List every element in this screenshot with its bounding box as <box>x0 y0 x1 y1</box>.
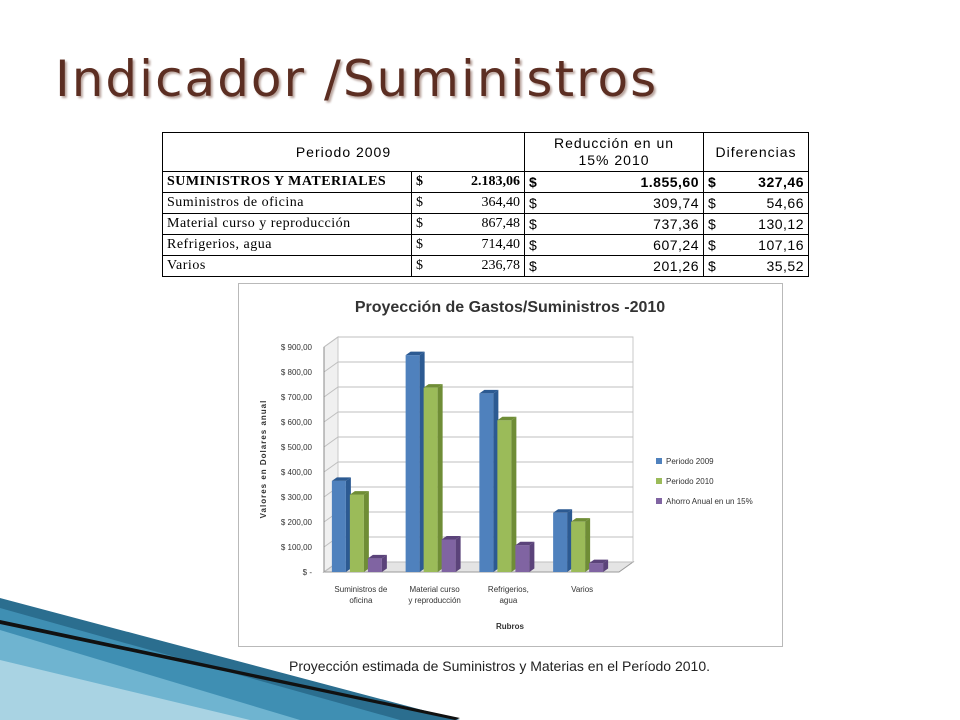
value-diff: 54,66 <box>766 195 804 211</box>
table-row <box>163 214 809 235</box>
y-tick-label: $ 800,00 <box>280 368 312 377</box>
row-2010 <box>525 214 704 235</box>
value-diff: 107,16 <box>758 237 804 253</box>
row-diff <box>704 235 809 256</box>
legend-swatch <box>656 458 662 464</box>
slide-title: Indicador /Suministros <box>55 50 659 108</box>
y-tick-label: $ 900,00 <box>280 343 312 352</box>
table-row <box>163 256 809 277</box>
value-2010: 201,26 <box>653 258 699 274</box>
currency-sign: $ <box>529 237 538 253</box>
bar-front <box>332 481 346 572</box>
currency-sign: $ <box>529 216 538 232</box>
currency-sign: $ <box>708 237 717 253</box>
y-tick-label: $ 100,00 <box>280 543 312 552</box>
corner-swoosh-decoration <box>0 560 460 720</box>
y-tick-label: $ - <box>302 568 312 577</box>
currency-sign: $ <box>416 216 423 231</box>
value-diff: 130,12 <box>758 216 804 232</box>
row-name: Refrigerios, agua <box>163 235 412 256</box>
row-name: Material curso y reproducción <box>163 214 412 235</box>
table-row <box>163 235 809 256</box>
row-2009 <box>412 235 525 256</box>
x-tick-label: oficina <box>349 596 373 605</box>
chart-caption: Proyección estimada de Suministros y Materias en el Período 2010. <box>289 658 710 674</box>
row-2010 <box>525 235 704 256</box>
row-diff <box>704 214 809 235</box>
y-tick-label: $ 500,00 <box>280 443 312 452</box>
bar-front <box>571 522 585 572</box>
header-reduction-line2: 15% 2010 <box>578 152 650 168</box>
y-tick-label: $ 400,00 <box>280 468 312 477</box>
header-reduction <box>525 133 704 172</box>
bar-front <box>406 355 420 572</box>
currency-sign: $ <box>708 258 717 274</box>
value-2009: 2.183,06 <box>471 174 520 189</box>
header-period: Periodo 2009 <box>163 133 525 172</box>
legend-swatch <box>656 498 662 504</box>
bar-front <box>497 420 511 572</box>
value-diff: 327,46 <box>758 174 804 190</box>
bar-side <box>529 542 534 572</box>
y-axis-title: Valores en Dolares anual <box>259 399 268 519</box>
row-2010 <box>525 193 704 214</box>
row-2009 <box>412 214 525 235</box>
bar-front <box>553 513 567 572</box>
y-tick-label: $ 200,00 <box>280 518 312 527</box>
legend-swatch <box>656 478 662 484</box>
bar-front <box>424 388 438 572</box>
value-2010: 607,24 <box>653 237 699 253</box>
table-row <box>163 172 809 193</box>
row-diff <box>704 193 809 214</box>
legend-label: Ahorro Anual en un 15% <box>666 497 753 506</box>
value-2010: 737,36 <box>653 216 699 232</box>
chart-title: Proyección de Gastos/Suministros -2010 <box>354 299 666 316</box>
currency-sign: $ <box>529 258 538 274</box>
row-diff <box>704 172 809 193</box>
supplies-table <box>162 132 809 277</box>
currency-sign: $ <box>708 216 717 232</box>
x-tick-label: agua <box>499 596 518 605</box>
y-tick-label: $ 600,00 <box>280 418 312 427</box>
value-2010: 309,74 <box>653 195 699 211</box>
currency-sign: $ <box>708 195 717 211</box>
value-2010: 1.855,60 <box>640 174 699 190</box>
row-diff <box>704 256 809 277</box>
y-tick-label: $ 300,00 <box>280 493 312 502</box>
row-name: Varios <box>163 256 412 277</box>
row-name: SUMINISTROS Y MATERIALES <box>163 172 412 193</box>
legend-label: Periodo 2010 <box>666 477 714 486</box>
header-reduction-line1: Reducción en un <box>553 135 675 151</box>
row-2010 <box>525 256 704 277</box>
table-header-row <box>163 133 809 172</box>
currency-sign: $ <box>416 237 423 252</box>
value-2009: 236,78 <box>481 258 520 273</box>
bar-front <box>515 545 529 572</box>
x-tick-label: Varios <box>571 585 594 594</box>
x-tick-label: y reproducción <box>408 596 461 605</box>
currency-sign: $ <box>529 174 538 190</box>
currency-sign: $ <box>529 195 538 211</box>
table-row <box>163 193 809 214</box>
x-axis-title: Rubros <box>496 622 524 631</box>
currency-sign: $ <box>416 195 423 210</box>
bar-front <box>479 393 493 572</box>
x-tick-label: Material curso <box>409 585 460 594</box>
value-2009: 867,48 <box>481 216 520 231</box>
row-2009 <box>412 256 525 277</box>
row-2010 <box>525 172 704 193</box>
x-tick-label: Refrigerios, <box>487 585 529 594</box>
currency-sign: $ <box>708 174 717 190</box>
value-diff: 35,52 <box>766 258 804 274</box>
currency-sign: $ <box>416 258 423 273</box>
x-tick-label: Suministros de <box>334 585 388 594</box>
row-name: Suministros de oficina <box>163 193 412 214</box>
bar-front <box>589 563 603 572</box>
value-2009: 714,40 <box>481 237 520 252</box>
header-diff: Diferencias <box>704 133 809 172</box>
y-tick-label: $ 700,00 <box>280 393 312 402</box>
legend-label: Periodo 2009 <box>666 457 714 466</box>
currency-sign: $ <box>416 174 423 189</box>
row-2009 <box>412 172 525 193</box>
row-2009 <box>412 193 525 214</box>
value-2009: 364,40 <box>481 195 520 210</box>
